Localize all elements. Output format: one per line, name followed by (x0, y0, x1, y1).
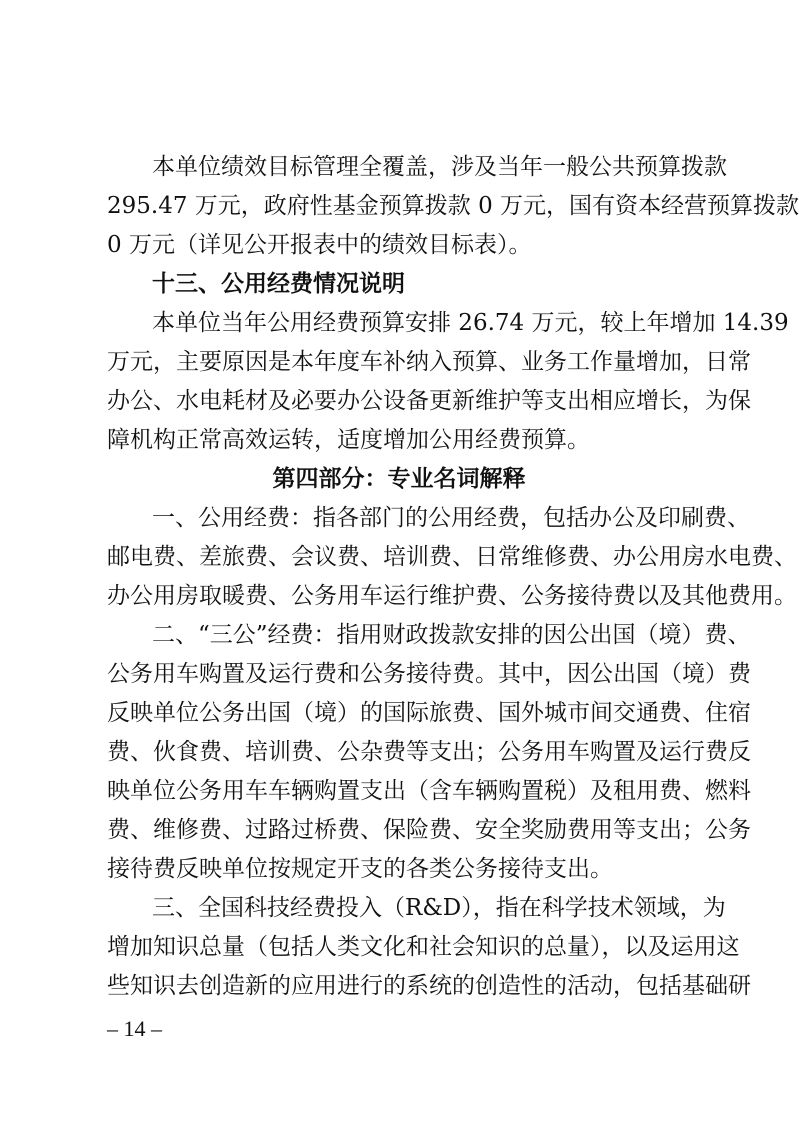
paragraph-line: 些知识去创造新的应用进行的系统的创造性的活动，包括基础研 (107, 973, 751, 999)
paragraph-line: 费、伙食费、培训费、公杂费等支出；公务用车购置及运行费反 (107, 739, 751, 765)
part-heading: 第四部分：专业名词解释 (272, 466, 526, 492)
page-number: – 14 – (107, 1016, 162, 1041)
paragraph-line: 本单位当年公用经费预算安排 26.74 万元，较上年增加 14.39 (152, 310, 789, 336)
paragraph-line: 本单位绩效目标管理全覆盖，涉及当年一般公共预算拨款 (152, 154, 727, 180)
paragraph-line: 三、全国科技经费投入（R&D），指在科学技术领域，为 (152, 895, 726, 921)
paragraph-line: 0 万元（详见公开报表中的绩效目标表）。 (107, 232, 532, 258)
paragraph-line: 邮电费、差旅费、会议费、培训费、日常维修费、办公用房水电费、 (107, 544, 797, 570)
paragraph-line: 反映单位公务出国（境）的国际旅费、国外城市间交通费、住宿 (107, 700, 751, 726)
paragraph-line: 接待费反映单位按规定开支的各类公务接待支出。 (107, 856, 613, 882)
paragraph-line: 公务用车购置及运行费和公务接待费。其中，因公出国（境）费 (107, 661, 751, 687)
paragraph-line: 费、维修费、过路过桥费、保险费、安全奖励费用等支出；公务 (107, 817, 751, 843)
paragraph-line: 增加知识总量（包括人类文化和社会知识的总量），以及运用这 (107, 934, 740, 960)
paragraph-line: 办公用房取暖费、公务用车运行维护费、公务接待费以及其他费用。 (107, 583, 797, 609)
paragraph-line: 二、“三公”经费：指用财政拨款安排的因公出国（境）费、 (152, 622, 751, 648)
paragraph-line: 295.47 万元，政府性基金预算拨款 0 万元，国有资本经营预算拨款 (107, 193, 799, 219)
paragraph-line: 万元，主要原因是本年度车补纳入预算、业务工作量增加，日常 (107, 349, 751, 375)
paragraph-line: 障机构正常高效运转，适度增加公用经费预算。 (107, 427, 590, 453)
section-heading: 十三、公用经费情况说明 (152, 271, 405, 297)
paragraph-line: 映单位公务用车车辆购置支出（含车辆购置税）及租用费、燃料 (107, 778, 751, 804)
paragraph-line: 办公、水电耗材及必要办公设备更新维护等支出相应增长，为保 (107, 388, 751, 414)
paragraph-line: 一、公用经费：指各部门的公用经费，包括办公及印刷费、 (152, 505, 750, 531)
